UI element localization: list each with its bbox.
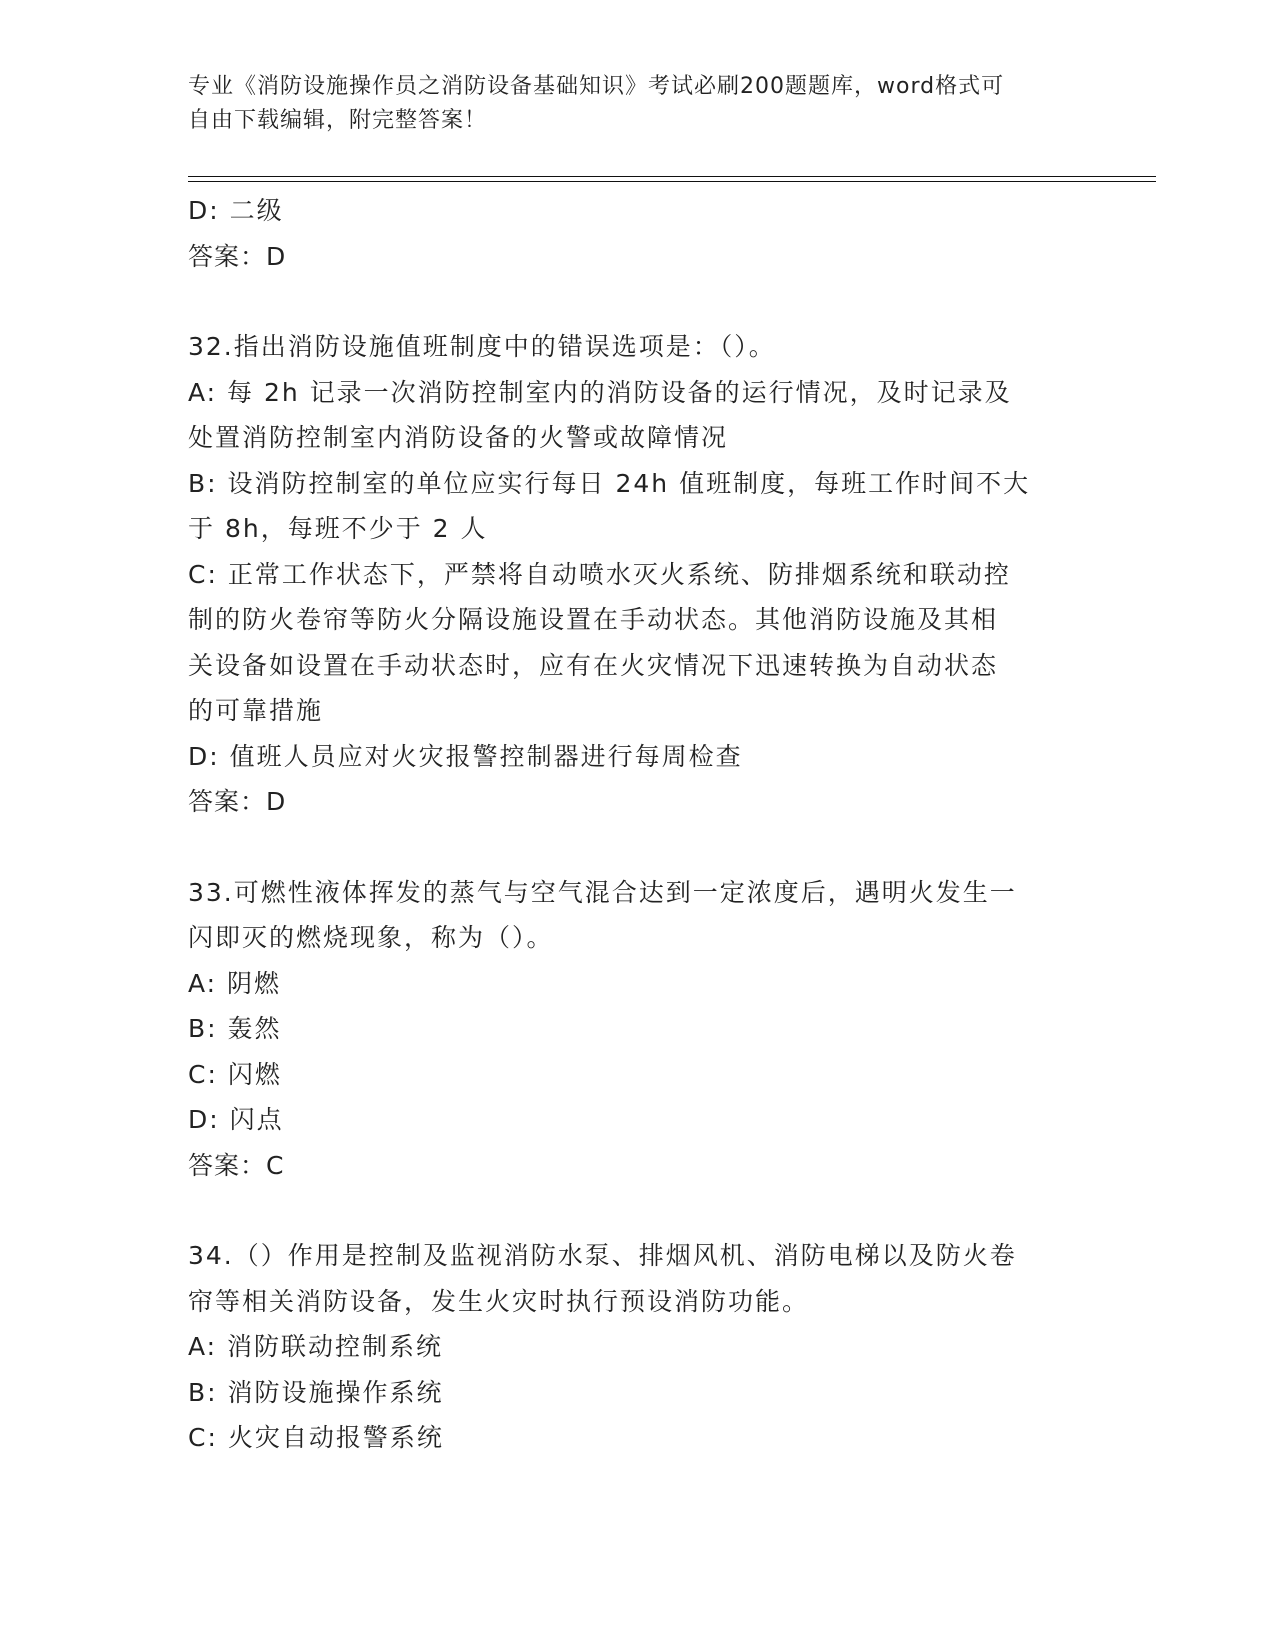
answer-line: 答案：D <box>188 787 287 816</box>
question-34 <box>188 1233 1088 1461</box>
question-stem: 32.指出消防设施值班制度中的错误选项是：（）。 <box>188 332 776 361</box>
option-a: A: 消防联动控制系统 <box>188 1332 444 1361</box>
option-c-cont-2: 关设备如设置在手动状态时，应有在火灾情况下迅速转换为自动状态 <box>188 650 999 680</box>
option-c-cont-1: 制的防火卷帘等防火分隔设施设置在手动状态。其他消防设施及其相 <box>188 605 999 634</box>
option-d: D: 闪点 <box>188 1105 284 1134</box>
header-line-2: 自由下载编辑，附完整答案！ <box>188 108 488 133</box>
option-a: A: 每 2h 记录一次消防控制室内的消防设备的运行情况，及时记录及 <box>188 377 1012 407</box>
spacer <box>188 825 1088 870</box>
option-d: D: 二级 <box>188 196 284 225</box>
spacer <box>188 279 1088 324</box>
option-b: B: 消防设施操作系统 <box>188 1377 444 1407</box>
option-c: C: 火灾自动报警系统 <box>188 1423 444 1452</box>
option-c: C: 闪燃 <box>188 1059 282 1089</box>
question-31-tail <box>188 188 1088 279</box>
option-c-cont-3: 的可靠措施 <box>188 696 324 725</box>
option-b: B: 设消防控制室的单位应实行每日 24h 值班制度，每班工作时间不大 <box>188 468 1031 498</box>
document-body <box>188 188 1088 1461</box>
header-divider-bottom <box>188 181 1156 182</box>
header-line-1: 专业《消防设施操作员之消防设备基础知识》考试必刷200题题库，word格式可 <box>188 74 1005 99</box>
question-stem: 33.可燃性液体挥发的蒸气与空气混合达到一定浓度后，遇明火发生一 <box>188 877 1017 907</box>
answer-line: 答案：C <box>188 1150 285 1180</box>
document-header <box>188 70 1088 138</box>
question-stem-cont: 闪即灭的燃烧现象，称为（）。 <box>188 923 554 952</box>
option-a-cont: 处置消防控制室内消防设备的火警或故障情况 <box>188 423 729 452</box>
option-a: A: 阴燃 <box>188 968 282 998</box>
question-33 <box>188 870 1088 1189</box>
option-d: D: 值班人员应对火灾报警控制器进行每周检查 <box>188 741 743 771</box>
question-stem: 34.（）作用是控制及监视消防水泵、排烟风机、消防电梯以及防火卷 <box>188 1241 1017 1270</box>
spacer <box>188 1188 1088 1233</box>
option-c: C: 正常工作状态下，严禁将自动喷水灭火系统、防排烟系统和联动控 <box>188 559 1011 589</box>
option-b-cont: 于 8h，每班不少于 2 人 <box>188 514 488 543</box>
question-stem-cont: 帘等相关消防设备，发生火灾时执行预设消防功能。 <box>188 1286 810 1316</box>
question-32 <box>188 324 1088 825</box>
header-divider-top <box>188 176 1156 177</box>
option-b: B: 轰然 <box>188 1014 282 1043</box>
answer-line: 答案：D <box>188 241 287 271</box>
